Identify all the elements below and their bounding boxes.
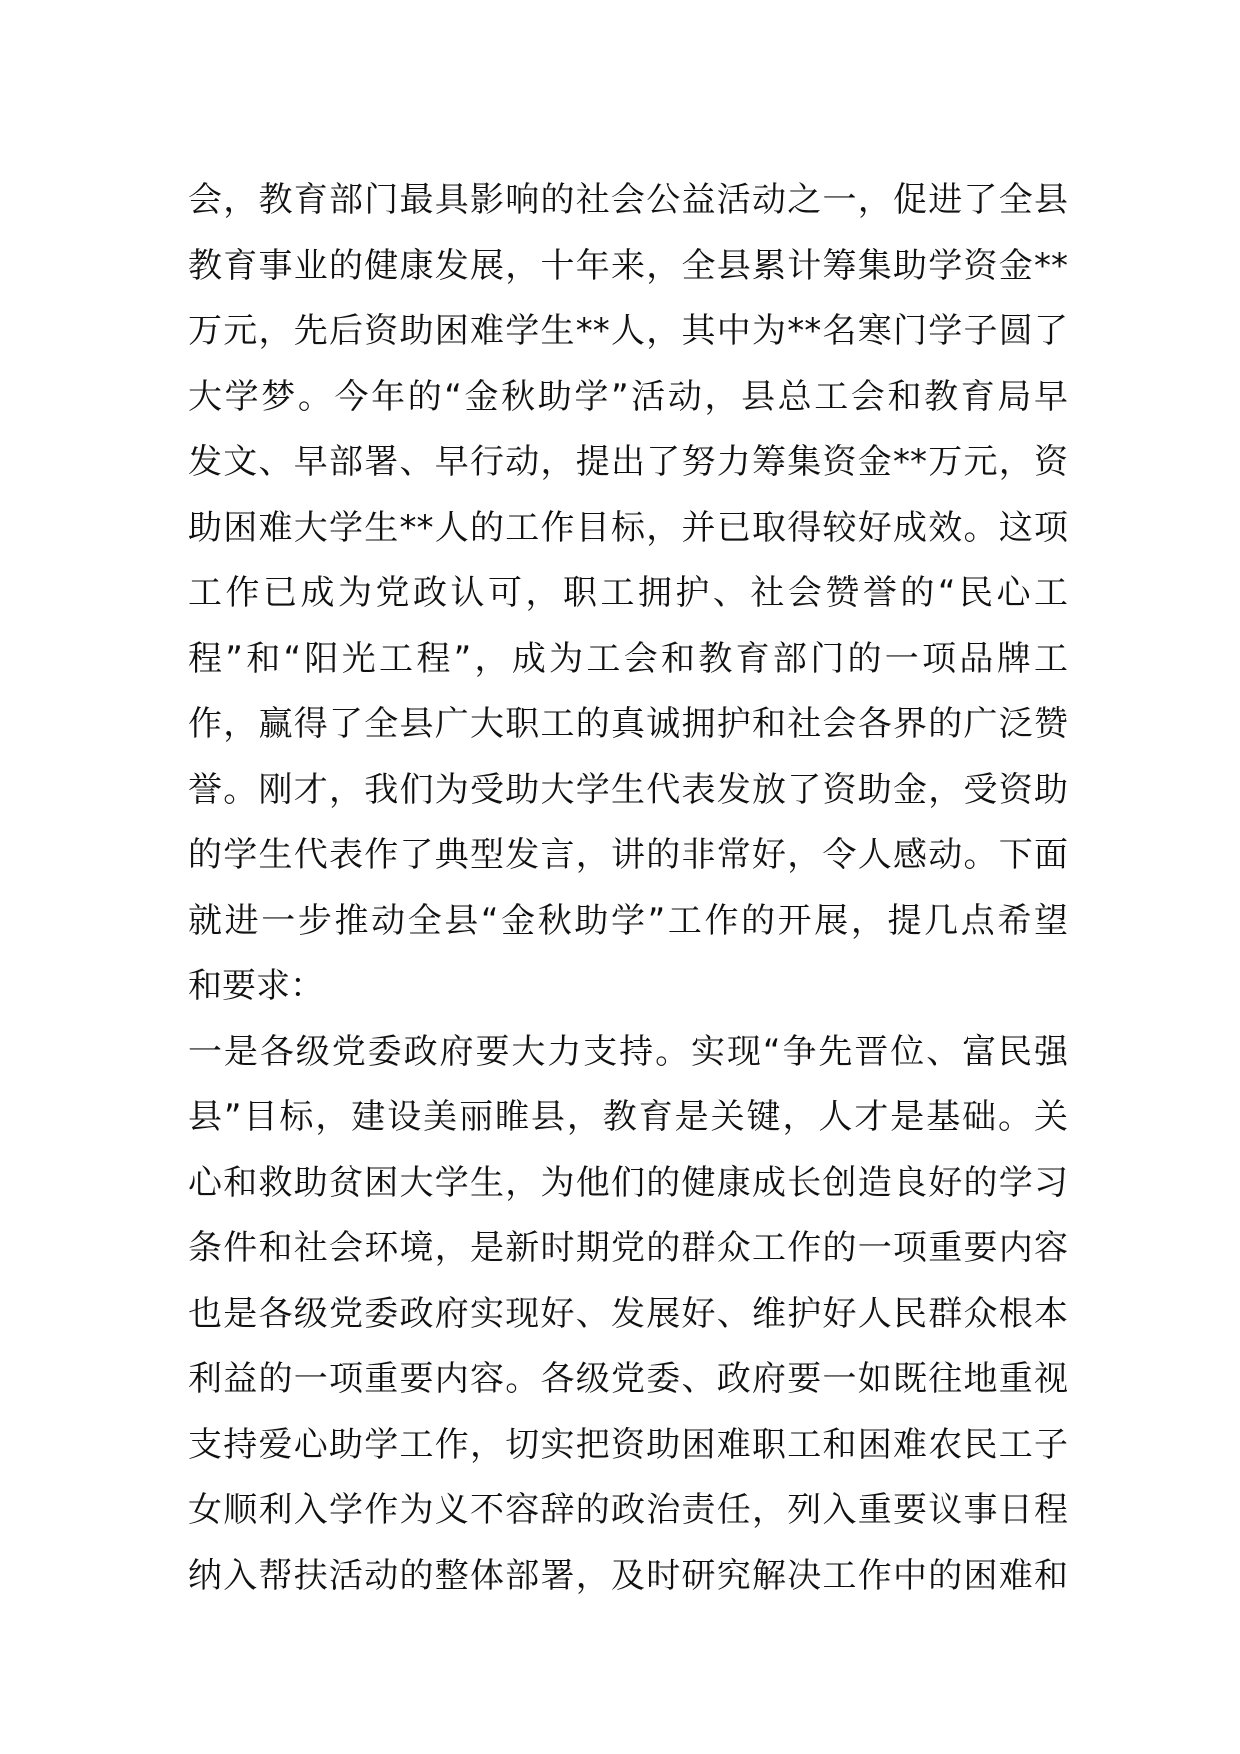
text-line: 助困难大学生**人的工作目标，并已取得较好成效。这项 — [188, 507, 1068, 548]
text-line: 女顺利入学作为义不容辞的政治责任，列入重要议事日程 — [188, 1490, 1068, 1530]
text-line: 发文、早部署、早行动，提出了努力筹集资金**万元，资 — [188, 442, 1068, 482]
text-line: 会，教育部门最具影响的社会公益活动之一，促进了全县 — [188, 180, 1068, 220]
text-line: 支持爱心助学工作，切实把资助困难职工和困难农民工子 — [188, 1424, 1068, 1465]
text-line: 工作已成为党政认可，职工拥护、社会赞誉的“民心工 — [188, 573, 1068, 613]
text-line: 利益的一项重要内容。各级党委、政府要一如既往地重视 — [188, 1359, 1068, 1399]
text-line: 程”和“阳光工程”，成为工会和教育部门的一项品牌工 — [188, 638, 1068, 679]
text-line: 就进一步推动全县“金秋助学”工作的开展，提几点希望 — [188, 900, 1068, 941]
text-line: 誉。刚才，我们为受助大学生代表发放了资助金，受资助 — [188, 769, 1068, 810]
text-line: 教育事业的健康发展，十年来，全县累计筹集助学资金** — [188, 245, 1068, 286]
text-line: 一是各级党委政府要大力支持。实现“争先晋位、富民强 — [188, 1031, 1068, 1072]
text-line: 条件和社会环境，是新时期党的群众工作的一项重要内容 — [188, 1228, 1068, 1268]
text-line: 也是各级党委政府实现好、发展好、维护好人民群众根本 — [188, 1293, 1068, 1334]
text-line: 万元，先后资助困难学生**人，其中为**名寒门学子圆了 — [188, 311, 1068, 351]
text-line: 作，赢得了全县广大职工的真诚拥护和社会各界的广泛赞 — [188, 704, 1068, 744]
text-line: 大学梦。今年的“金秋助学”活动，县总工会和教育局早 — [188, 376, 1068, 417]
text-line: 的学生代表作了典型发言，讲的非常好，令人感动。下面 — [188, 835, 1068, 875]
text-line: 县”目标，建设美丽睢县，教育是关键，人才是基础。关 — [188, 1097, 1068, 1137]
text-line: 和要求： — [188, 966, 324, 1006]
body-text — [188, 168, 1068, 1609]
text-line: 心和救助贫困大学生，为他们的健康成长创造良好的学习 — [188, 1162, 1068, 1203]
text-line: 纳入帮扶活动的整体部署，及时研究解决工作中的困难和 — [188, 1555, 1068, 1596]
